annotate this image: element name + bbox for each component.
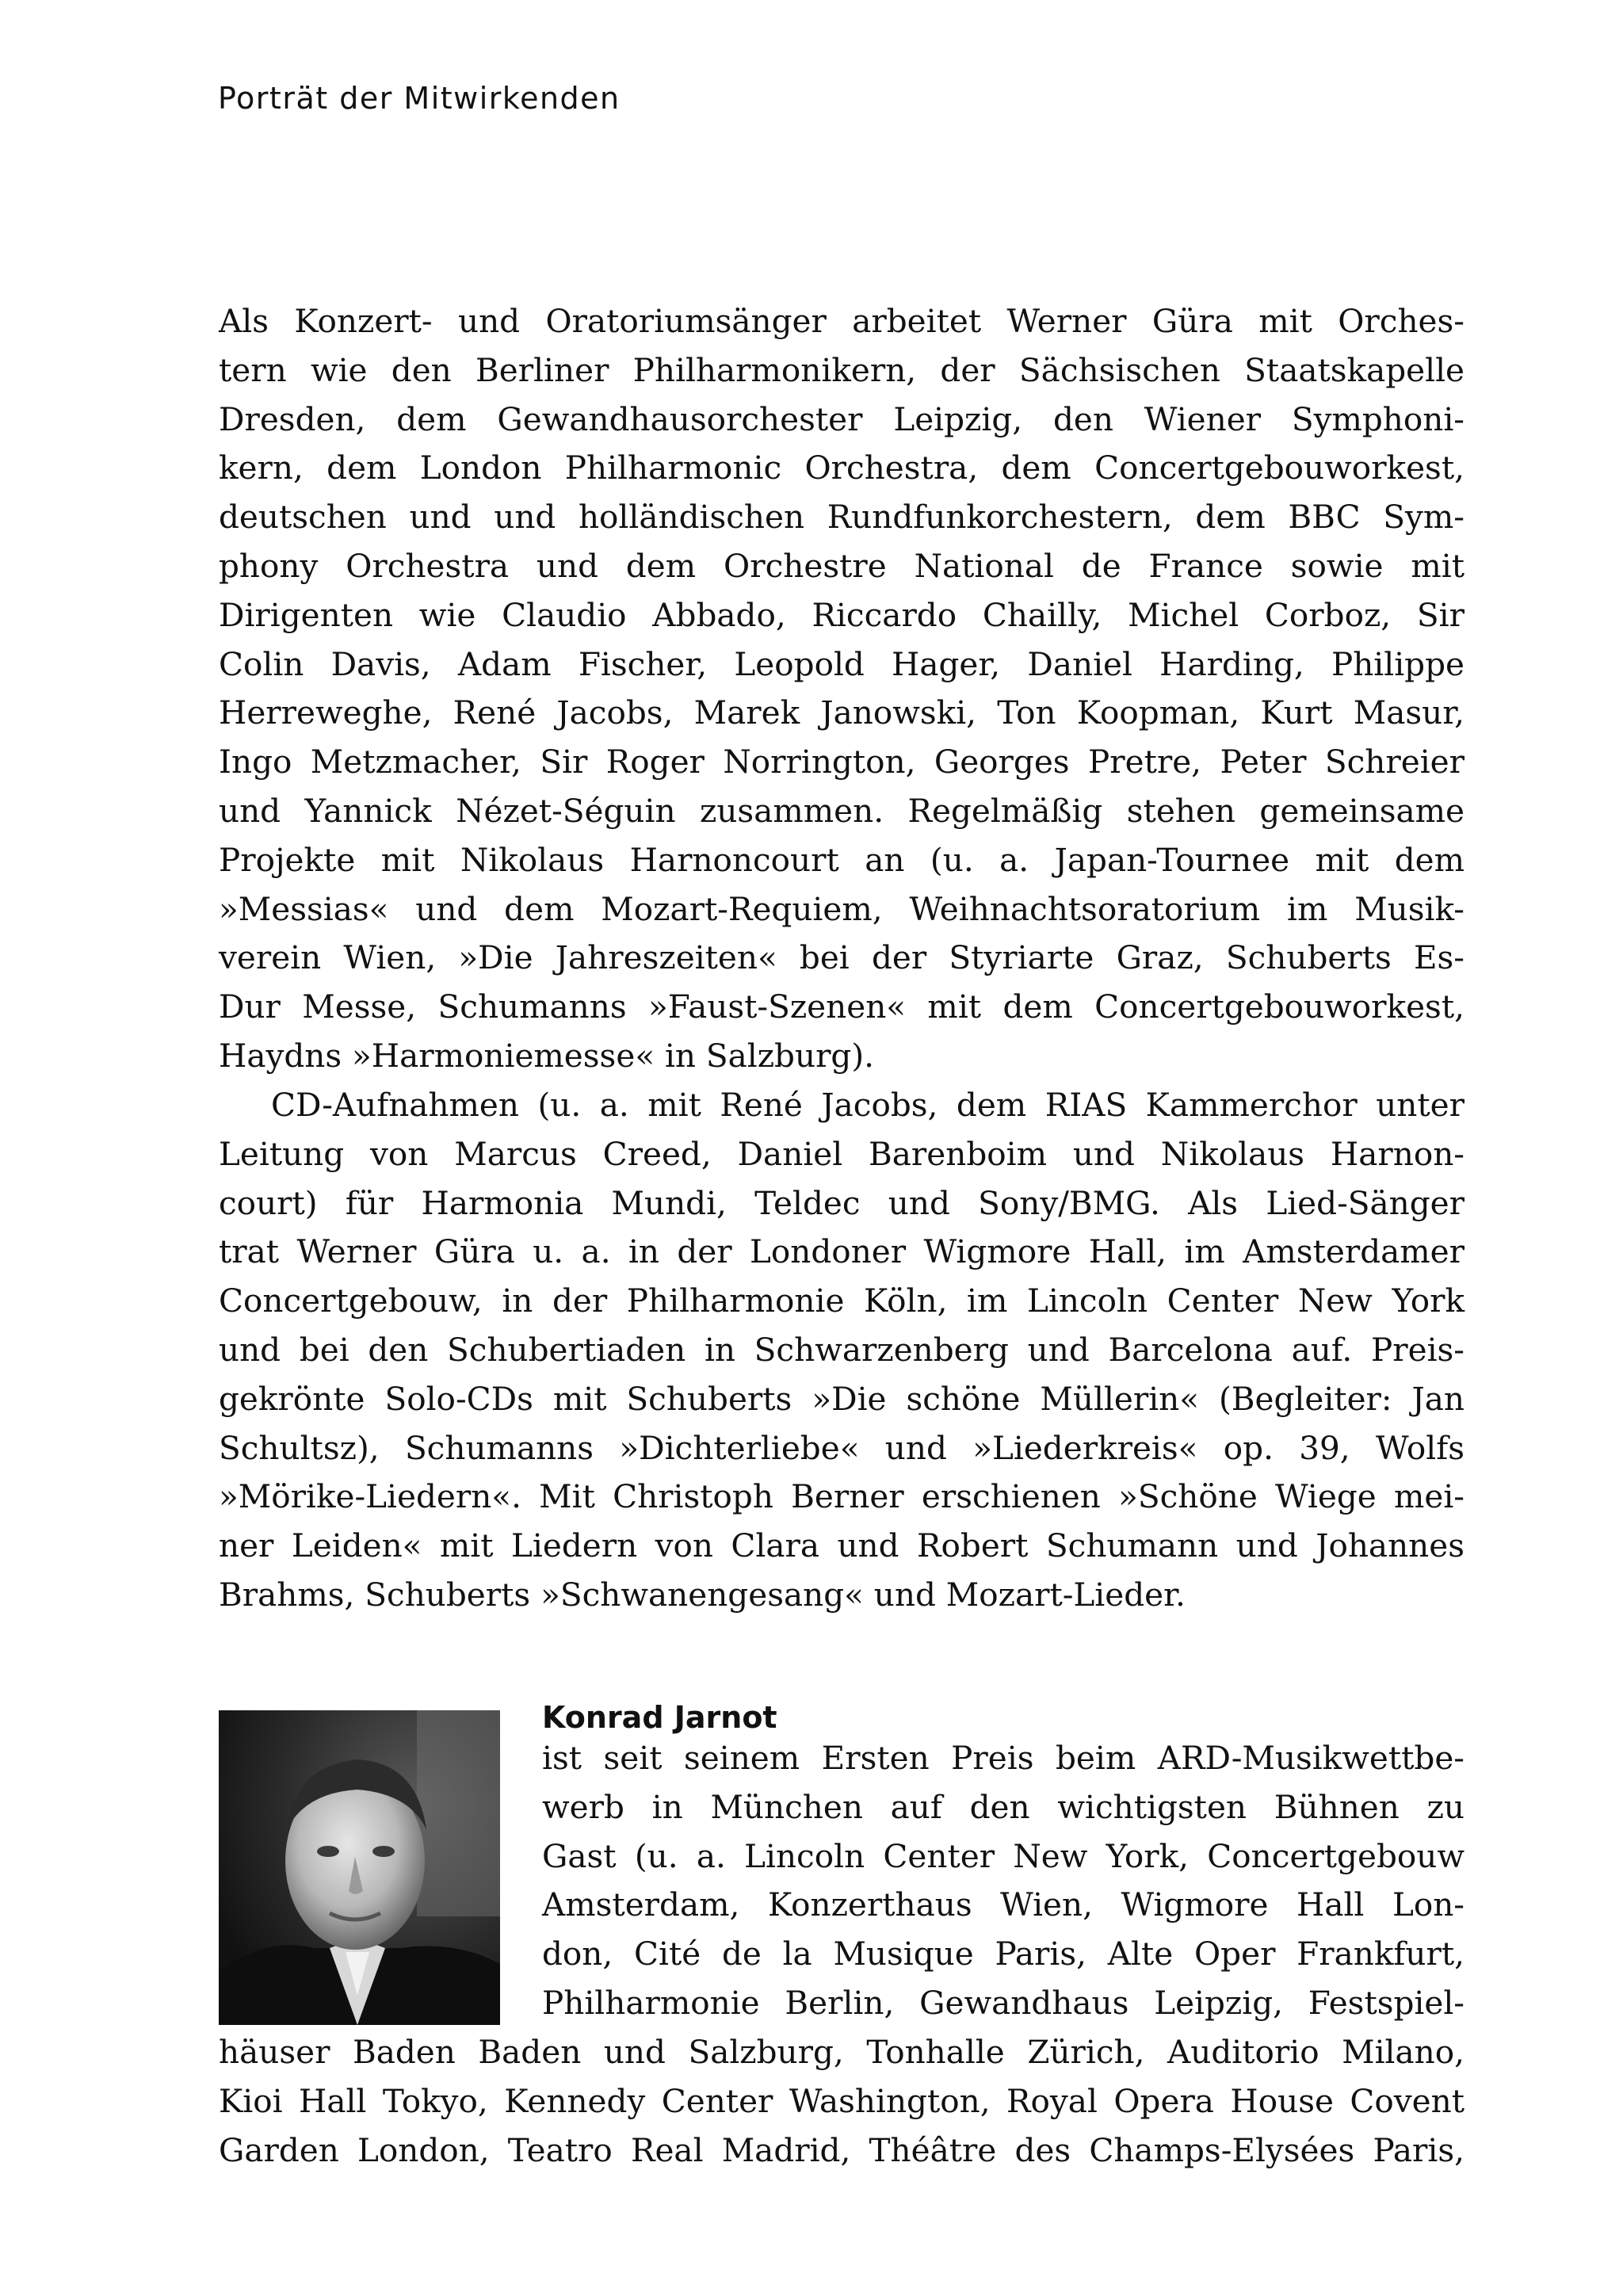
text-line: trat Werner Güra u. a. in der Londoner Wigmore Hall, im Amsterdamer xyxy=(219,1232,1465,1271)
text-line: Haydns »Harmoniemesse« in Salzburg). xyxy=(219,1036,875,1075)
text-line: court) für Harmonia Mundi, Teldec und Sony/BMG. Als Lied-Sänger xyxy=(219,1183,1465,1222)
text-line: Dresden, dem Gewandhausorchester Leipzig, den Wiener Symphoni- xyxy=(219,399,1465,438)
text-line: Amsterdam, Konzerthaus Wien, Wigmore Hall Lon- xyxy=(542,1885,1465,1924)
portrait-photo xyxy=(219,1710,500,2025)
running-head: Porträt der Mitwirkenden xyxy=(218,81,621,116)
text-line: Dirigenten wie Claudio Abbado, Riccardo Chailly, Michel Corboz, Sir xyxy=(219,595,1465,634)
text-line: und Yannick Nézet-Séguin zusammen. Regelmäßig stehen gemeinsame xyxy=(219,791,1465,830)
text-line: Garden London, Teatro Real Madrid, Théâtre des Champs-Elysées Paris, xyxy=(219,2130,1465,2169)
text-line: Kioi Hall Tokyo, Kennedy Center Washington, Royal Opera House Covent xyxy=(219,2081,1465,2120)
text-line: phony Orchestra und dem Orchestre National de France sowie mit xyxy=(219,546,1465,585)
text-line: Philharmonie Berlin, Gewandhaus Leipzig, Festspiel- xyxy=(542,1983,1465,2022)
text-line: Dur Messe, Schumanns »Faust-Szenen« mit dem Concertgebouworkest, xyxy=(219,988,1465,1026)
text-line: tern wie den Berliner Philharmonikern, der Sächsischen Staatskapelle xyxy=(219,350,1465,389)
text-line: Concertgebouw, in der Philharmonie Köln, im Lincoln Center New York xyxy=(219,1282,1465,1320)
gura-bio-paragraph-2 xyxy=(219,1081,1465,1620)
gura-bio-paragraph-1 xyxy=(219,297,1465,1081)
text-line: und bei den Schubertiaden in Schwarzenberg und Barcelona auf. Preis- xyxy=(219,1330,1465,1369)
text-line: werb in München auf den wichtigsten Bühnen zu xyxy=(542,1787,1465,1826)
performer-name: Konrad Jarnot xyxy=(542,1700,777,1735)
text-line: Herreweghe, René Jacobs, Marek Janowski, Ton Koopman, Kurt Masur, xyxy=(219,693,1465,732)
text-line: Brahms, Schuberts »Schwanengesang« und Mozart-Lieder. xyxy=(219,1575,1186,1614)
text-line: Ingo Metzmacher, Sir Roger Norrington, Georges Pretre, Peter Schreier xyxy=(219,743,1465,781)
text-line: don, Cité de la Musique Paris, Alte Oper Frankfurt, xyxy=(542,1935,1465,1973)
text-line: Leitung von Marcus Creed, Daniel Barenboim und Nikolaus Harnon- xyxy=(219,1134,1465,1173)
text-line: »Messias« und dem Mozart-Requiem, Weihnachtsoratorium im Musik- xyxy=(219,889,1465,928)
text-line: ner Leiden« mit Liedern von Clara und Robert Schumann und Johannes xyxy=(219,1526,1465,1565)
text-line: verein Wien, »Die Jahreszeiten« bei der Styriarte Graz, Schuberts Es- xyxy=(219,938,1465,977)
text-line: kern, dem London Philharmonic Orchestra, dem Concertgebouworkest, xyxy=(219,449,1465,487)
jarnot-bio-beside-photo xyxy=(542,1734,1465,2028)
text-line: gekrönte Solo-CDs mit Schuberts »Die schöne Müllerin« (Begleiter: Jan xyxy=(219,1379,1465,1418)
text-line: deutschen und und holländischen Rundfunkorchestern, dem BBC Sym- xyxy=(219,498,1465,537)
text-line: Als Konzert- und Oratoriumsänger arbeitet Werner Güra mit Orches- xyxy=(219,302,1465,340)
text-line: Gast (u. a. Lincoln Center New York, Concertgebouw xyxy=(542,1836,1465,1875)
text-line: CD-Aufnahmen (u. a. mit René Jacobs, dem RIAS Kammerchor unter xyxy=(271,1086,1465,1124)
text-line: Projekte mit Nikolaus Harnoncourt an (u. a. Japan-Tournee mit dem xyxy=(219,840,1465,879)
text-line: Colin Davis, Adam Fischer, Leopold Hager, Daniel Harding, Philippe xyxy=(219,644,1465,683)
text-line: Schultsz), Schumanns »Dichterliebe« und »Liederkreis« op. 39, Wolfs xyxy=(219,1428,1465,1467)
jarnot-bio-full-width xyxy=(219,2028,1465,2175)
text-line: häuser Baden Baden und Salzburg, Tonhalle Zürich, Auditorio Milano, xyxy=(219,2033,1465,2071)
text-line: »Mörike-Liedern«. Mit Christoph Berner erschienen »Schöne Wiege mei- xyxy=(219,1477,1465,1516)
text-line: ist seit seinem Ersten Preis beim ARD-Musikwettbe- xyxy=(542,1739,1465,1777)
